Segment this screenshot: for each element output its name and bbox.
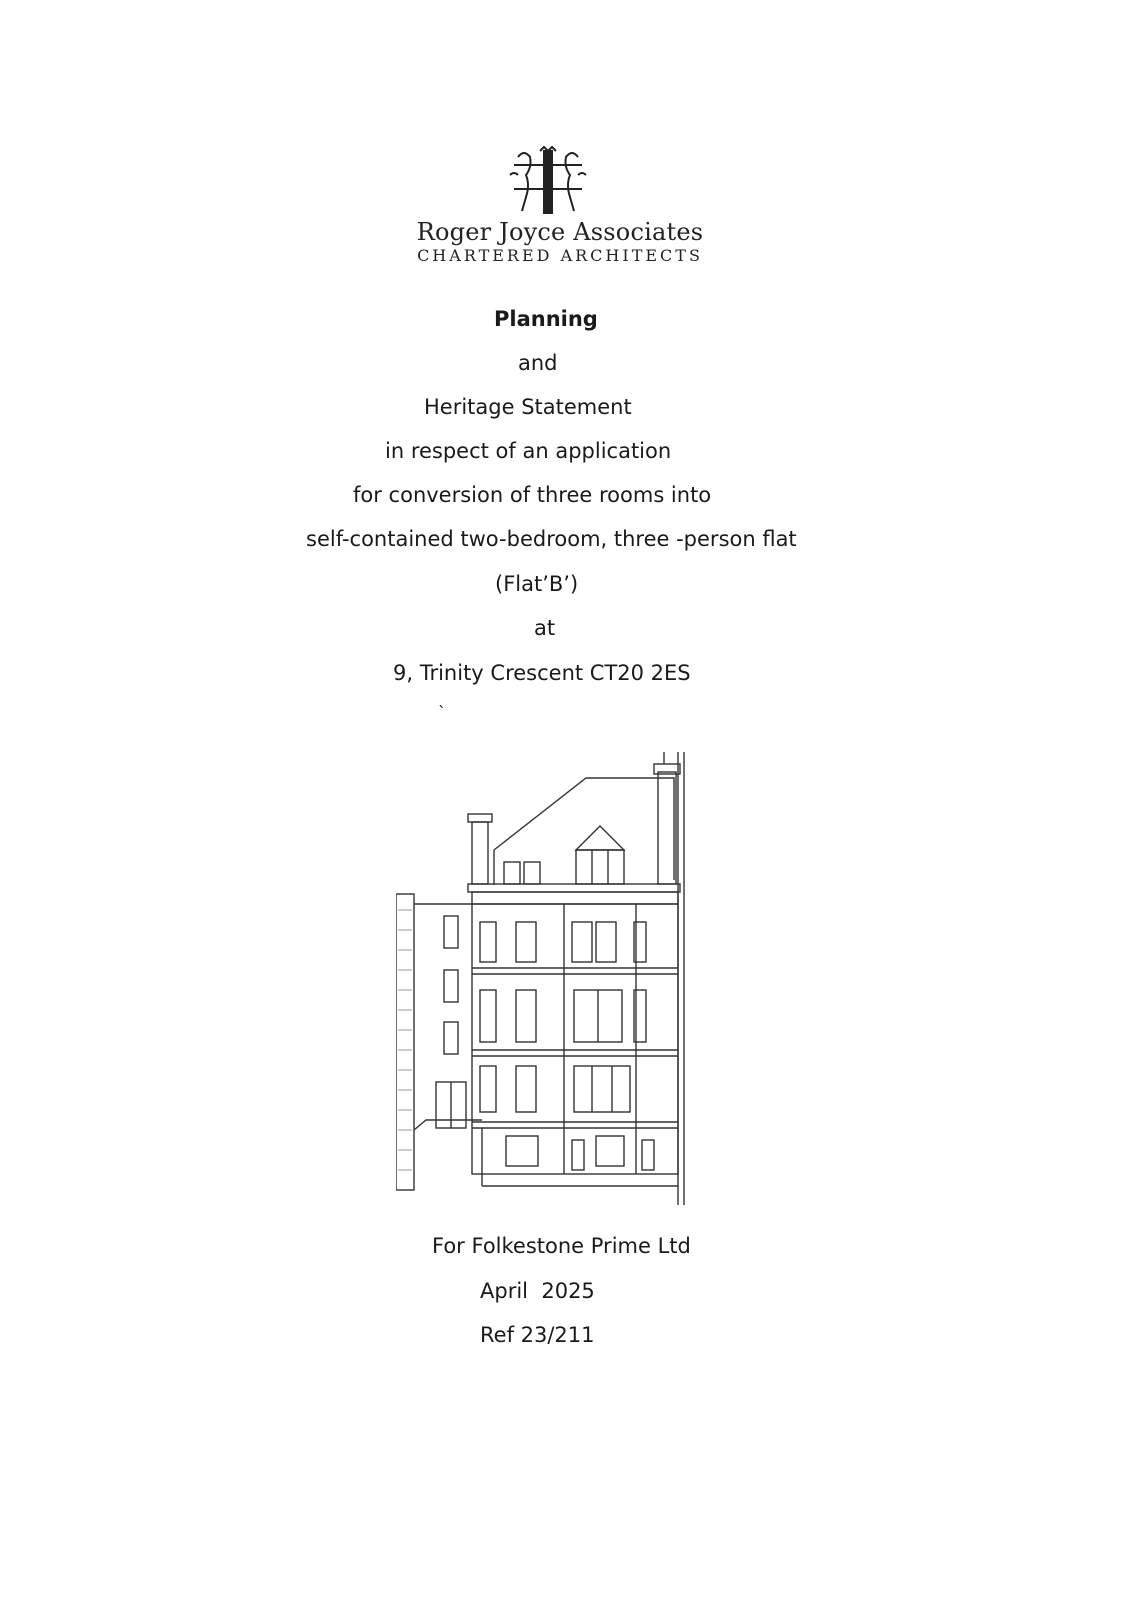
building-elevation-drawing [396,750,718,1210]
reference-line: Ref 23/211 [480,1323,595,1347]
title-flat-name: (Flat’B’) [495,572,579,596]
title-heritage-statement: Heritage Statement [424,395,632,419]
title-application: in respect of an application [385,439,672,463]
firm-name: Roger Joyce Associates [416,218,704,246]
date-line: April 2025 [480,1279,595,1303]
title-conversion: for conversion of three rooms into [353,483,712,507]
title-planning: Planning [494,307,598,331]
client-line: For Folkestone Prime Ltd [432,1234,691,1258]
crest-logo [500,145,596,217]
stray-mark: ` [438,703,446,722]
title-flat-description: self-contained two-bedroom, three -person flat [306,527,797,551]
title-at: at [534,616,556,640]
firm-block [380,218,740,266]
title-and: and [518,351,558,375]
firm-subtitle: CHARTERED ARCHITECTS [417,246,703,265]
title-address: 9, Trinity Crescent CT20 2ES [393,661,691,685]
